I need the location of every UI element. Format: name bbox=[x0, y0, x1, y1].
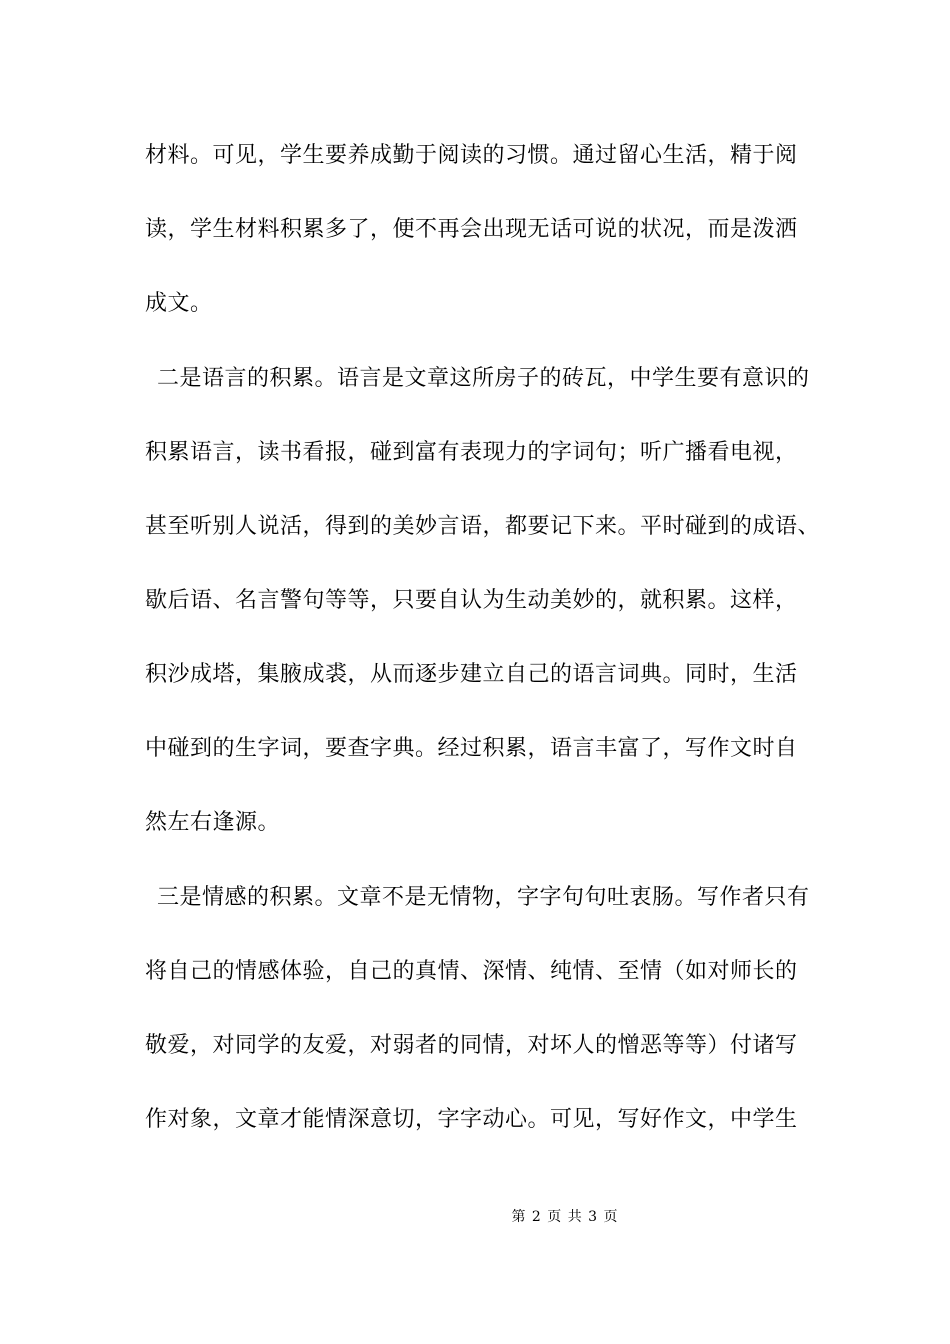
text-line: 歇后语、名言警句等等，只要自认为生动美妙的，就积累。这样， bbox=[145, 588, 798, 613]
text-line: 然左右逢源。 bbox=[145, 810, 281, 835]
paragraph-start-line: 二是语言的积累。语言是文章这所房子的砖瓦，中学生要有意识的 bbox=[157, 366, 810, 391]
text-line: 中碰到的生字词，要查字典。经过积累，语言丰富了，写作文时自 bbox=[145, 736, 798, 761]
text-line: 将自己的情感体验，自己的真情、深情、纯情、至情（如对师长的 bbox=[145, 959, 798, 984]
paragraph-start-line: 三是情感的积累。文章不是无情物，字字句句吐衷肠。写作者只有 bbox=[157, 885, 810, 910]
page-number-footer: 第 2 页 共 3 页 bbox=[511, 1209, 619, 1225]
text-line: 积沙成塔，集腋成裘，从而逐步建立自己的语言词典。同时，生活 bbox=[145, 662, 798, 687]
text-line: 作对象，文章才能情深意切，字字动心。可见，写好作文，中学生 bbox=[145, 1107, 798, 1132]
text-line: 积累语言，读书看报，碰到富有表现力的字词句；听广播看电视， bbox=[145, 440, 798, 465]
text-line: 成文。 bbox=[145, 291, 213, 316]
text-line: 材料。可见，学生要养成勤于阅读的习惯。通过留心生活，精于阅 bbox=[145, 143, 798, 168]
text-line: 敬爱，对同学的友爱，对弱者的同情，对坏人的憎恶等等）付诸写 bbox=[145, 1033, 798, 1058]
text-line: 读，学生材料积累多了，便不再会出现无话可说的状况，而是泼洒 bbox=[145, 217, 798, 242]
text-line: 甚至听别人说活，得到的美妙言语，都要记下来。平时碰到的成语、 bbox=[145, 514, 821, 539]
